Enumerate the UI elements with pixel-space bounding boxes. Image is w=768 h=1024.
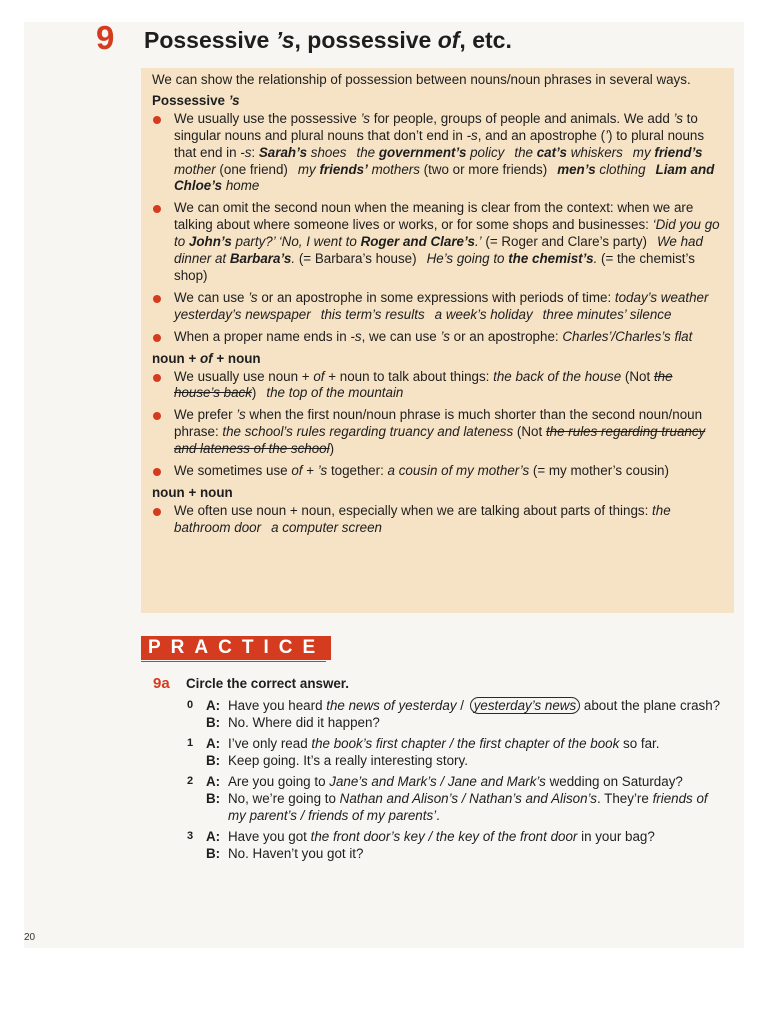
text: We sometimes use [174,463,292,479]
text: (Not [513,424,546,440]
bullet-dot [153,508,161,516]
page-number: 20 [24,932,36,943]
heading-part: Possessive [152,92,229,108]
bullet-dot [153,374,161,382]
dialogue-line [184,845,729,862]
speaker-label: A: [206,774,221,789]
text: to singular nouns and plural nouns that don’t end in [174,110,698,143]
title-part: , etc. [459,27,512,53]
text: . They’re [596,791,653,806]
circled-answer: yesterday’s news [470,697,580,714]
text: I’ve only read [228,736,312,751]
text: When a proper name ends in [174,328,351,344]
rule-bullet [152,290,722,324]
bullet-dot [153,334,161,342]
heading-part: noun + noun [152,484,233,500]
example-text: . [593,251,598,267]
text: Have you got [228,829,311,844]
example-text: party?’ ‘No, I went to [231,234,361,250]
exercise-instruction: Circle the correct answer. [186,676,349,691]
example-text: ’s [236,407,246,423]
text: together: [327,463,388,479]
text: , we can use [361,328,441,344]
example-text: the top of the mountain [266,385,404,401]
example-text: yesterday’s newspaper [174,306,311,322]
rule-bullet [152,111,722,196]
text: ) [329,441,335,457]
example-text: whiskers [566,144,623,160]
example-text: friends of my parent’s / friends of my parents’ [228,791,708,823]
rule-bullet [152,329,722,346]
item-number: 2 [186,775,194,787]
dialogue-line [184,790,729,824]
rule-bullet [152,369,722,403]
example-text: ’ [605,127,609,143]
practice-divider [141,661,326,662]
dialogue-line [184,697,729,714]
speaker-label: B: [206,846,221,861]
incorrect-example: the house’s back [174,368,673,401]
title-part: ’s [275,27,295,53]
speaker-label: A: [206,736,221,751]
example-text: home [222,178,260,194]
example-text: clothing [595,161,646,177]
heading-part: noun + [152,350,200,366]
rule-bullet [152,503,722,537]
example-text: mothers [367,161,420,177]
example-text: a cousin of my mother’s [387,463,530,479]
example-text: three minutes’ silence [542,306,672,322]
example-text: ’s [248,289,258,305]
example-text: the back of the house [493,368,622,384]
speaker-label: A: [206,829,221,844]
bullet-dot [153,295,161,303]
item-number: 3 [186,830,194,842]
text: No. Where did it happen? [228,715,380,730]
example-text: He’s going to [426,251,509,267]
text: We can use [174,289,249,305]
example-highlight: friend’s [654,144,703,160]
example-text: -s [350,328,362,344]
bullet-dot [153,205,161,213]
heading-part: + noun [212,350,261,366]
example-text: shoes [307,144,347,160]
example-highlight: the chemist’s [508,251,594,267]
text: ) to plural nouns that end in [174,127,705,160]
example-text: ’s [317,463,328,479]
unit-number: 9 [96,19,115,56]
example-text: my [297,161,320,177]
example-highlight: cat’s [536,144,567,160]
example-highlight: Roger and Clare’s [360,234,475,250]
example-text: the book’s first chapter / the first chapter of the book [311,736,620,751]
example-text: ’s [673,110,683,126]
unit-title [144,24,512,56]
example-highlight: Sarah’s [258,144,308,160]
rule-bullet [152,407,722,458]
heading-part: of [199,350,213,366]
dialogue-line [184,714,729,731]
example-text: today’s weather [614,289,709,305]
example-text: of [291,463,303,479]
example-highlight: government’s [378,144,467,160]
dialogue-line [184,828,729,845]
text: . [436,808,440,823]
speaker-label: B: [206,791,221,806]
example-text: a computer screen [271,519,382,535]
text: No, we’re going to [228,791,340,806]
example-text: . [291,251,296,267]
text: We prefer [174,407,237,423]
text: We can omit the second noun when the meaning is clear from the context: when we are talking about where someone lives or works, or for some shops and businesses: [174,200,694,233]
text: so far. [619,736,660,751]
item-number: 1 [186,737,194,749]
exercise-item [184,735,729,769]
speaker-label: A: [206,698,221,713]
dialogue-line [184,752,729,769]
text: (= my mother’s cousin) [529,463,669,479]
exercise-item [184,697,729,731]
title-part: of [437,27,460,53]
heading-part: ’s [228,92,240,108]
text: , and an apostrophe ( [477,127,606,143]
text: (Not [621,368,654,384]
text: (one friend) [215,161,288,177]
example-text: ‘Did you go to [174,217,720,250]
exercise-items [184,697,729,866]
bullet-dot [153,116,161,124]
example-text: the front door’s key / the key of the front door [310,829,578,844]
bullet-dot [153,412,161,420]
section-heading [152,351,722,368]
grammar-rules-content [152,72,722,542]
text: We usually use the possessive [174,110,361,126]
text: : [251,144,259,160]
example-text: the [356,144,379,160]
rules-intro: We can show the relationship of possession between nouns/noun phrases in several ways. [152,72,691,87]
text: or an apostrophe: [449,328,563,344]
example-text: -s [466,127,478,143]
text: We often use noun + noun, especially when we are talking about parts of things: [174,502,653,518]
text: in your bag? [577,829,655,844]
exercise-item [184,773,729,824]
example-text: -s [240,144,252,160]
title-part: Possessive [144,27,276,53]
section-heading [152,93,722,110]
rule-bullet [152,200,722,285]
text: Keep going. It’s a really interesting story. [228,753,468,768]
text: + noun to talk about things: [324,368,494,384]
rule-bullet [152,463,722,480]
text: (two or more friends) [419,161,548,177]
example-text: ’s [440,328,450,344]
item-number: 0 [186,699,194,711]
example-text: the bathroom door [174,502,671,535]
text: Are you going to [228,774,330,789]
speaker-label: B: [206,715,221,730]
text: No. Haven’t you got it? [228,846,364,861]
dialogue-line [184,773,729,790]
example-text: the [514,144,537,160]
example-text: Nathan and Alison’s / Nathan’s and Alison’s [339,791,597,806]
example-text: Jane’s and Mark’s / Jane and Mark’s [329,774,546,789]
example-text: Charles’/Charles’s flat [562,328,693,344]
speaker-label: B: [206,753,221,768]
text: / [456,698,468,713]
text: (= Roger and Clare’s party) [481,234,647,250]
example-text: We had dinner at [174,234,703,267]
example-text: this term’s results [320,306,425,322]
exercise-item [184,828,729,862]
example-text: my [632,144,655,160]
text: ) [251,385,257,401]
text: We usually use noun + [174,368,314,384]
practice-banner: PRACTICE [141,636,331,660]
title-part: , possessive [294,27,438,53]
example-text: mother [174,161,216,177]
text: (= Barbara’s house) [295,251,417,267]
example-text: policy [466,144,505,160]
example-highlight: friends’ [319,161,368,177]
example-highlight: men’s [557,161,596,177]
section-heading [152,485,722,502]
bullet-dot [153,468,161,476]
text: or an apostrophe in some expressions with periods of time: [257,289,615,305]
example-text: the school’s rules regarding truancy and lateness [222,424,514,440]
example-text: a week’s holiday [434,306,533,322]
example-text: ’s [360,110,371,126]
example-highlight: John’s [188,234,232,250]
text: (= the chemist’s shop) [174,251,695,283]
text: + [302,463,318,479]
example-text: the news of yesterday [326,698,457,713]
exercise-number: 9a [153,675,170,692]
dialogue-line [184,735,729,752]
incorrect-example: the rules regarding truancy and lateness of the school [174,424,706,457]
grammar-rules-box [141,68,734,613]
example-highlight: Liam and Chloe’s [174,161,715,194]
text: about the plane crash? [580,698,721,713]
text: wedding on Saturday? [545,774,683,789]
text: Have you heard [228,698,327,713]
text: for people, groups of people and animals. We add [370,110,674,126]
example-text: .’ [474,234,482,250]
example-highlight: Barbara’s [229,251,292,267]
example-text: of [313,368,325,384]
text: when the first noun/noun phrase is much shorter than the second noun/noun phrase: [174,407,703,440]
